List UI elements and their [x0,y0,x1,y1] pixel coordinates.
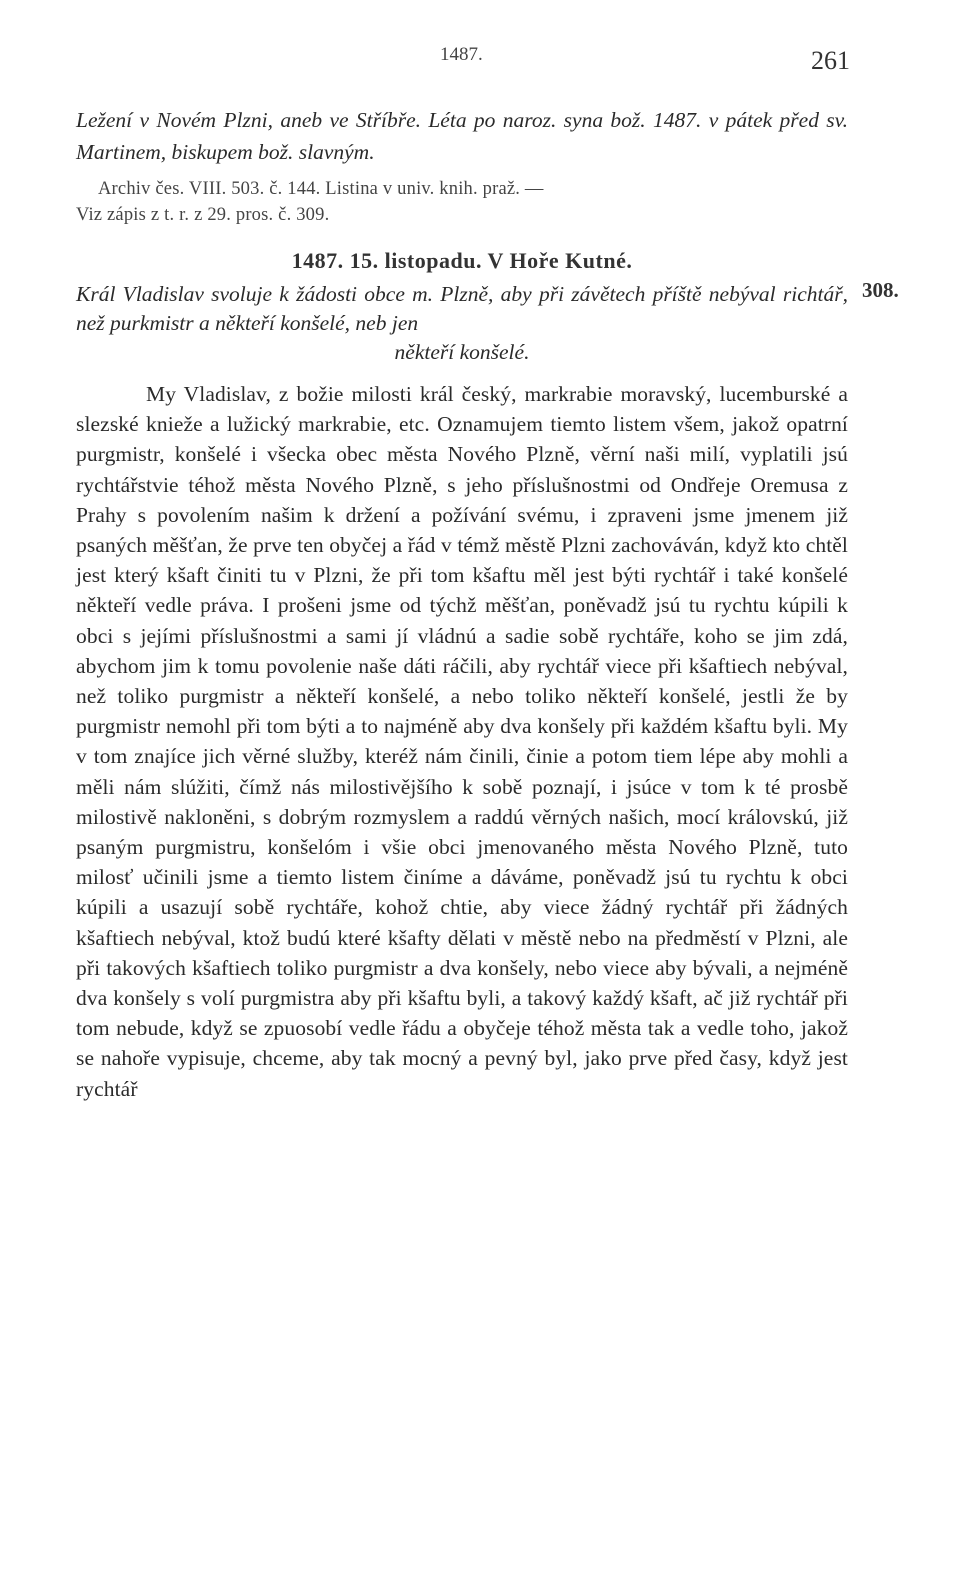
running-head [0,44,960,74]
charter-body: My Vladislav, z božie milosti král český, markrabie moravský, lucemburské a slezské knieže a lužický markrabie, etc. Oznamujem tiemto listem všem, jakož opatrní purgmistr, konšelé i všecka obec města Nového Plzně, věrní naši milí, vyplatili jsú rychtářstvie téhož města Nového Plzně, s jeho příslušnostmi od Ondřeje Oremusa z Prahy s povolením našim k držení a požívání svému, i zpraveni jsme jmenem již psaných měšťan, že prve ten obyčej a řád v témž městě Plzni zachováván, když kto chtěl jest který kšaft činiti tu v Plzni, že při tom kšaftu měl jest býti rychtář i také konšelé někteří vedle práva. I prošeni jsme od týchž měšťan, poněvadž jsú tu rychtu kúpili k obci s jejími příslušnostmi a sami jí vládnú a sadie sobě rychtáře, koho se jim zdá, abychom jim k tomu povolenie naše dáti ráčili, aby rychtář viece při kšaftiech nebýval, než toliko purgmistr a někteří konšelé, a nebo toliko někteří konšelé, jestli že by purgmistr nemohl při tom býti a to najméně aby dva konšely při každém kšaftu byli. My v tom znajíce jich věrné služby, kteréž nám činili, činie a potom tiem lépe aby mohli a měli nám slúžiti, čímž nás milostivějšího k sobě poznají, i jsúce v tom k té prosbě milostivě nakloněni, s dobrým rozmyslem a raddú věrných našich, mocí královskú, již psaným purgmistru, konšelóm i všie obci jmenovaného města Nového Plzně, tuto milosť učinili jsme a tiemto listem činíme a dáváme, poněvadž jsú tu rychtu k obci kúpili a usazují sobě rychtáře, kohož chtie, aby viece žádný rychtář při žádných kšaftiech nebýval, ktož budú které kšafty dělati v městě nebo na předměstí v Plzni, ale při takových kšaftiech toliko purgmistr a dva konšely, nebo viece aby bývali, a nejméně dva konšely s volí purgmistra aby při kšaftu byli, a takový každý kšaft, ač již rychtář při tom nebude, když se zpuosobí vedle řádu a obyčeje téhož města tak a vedle toho, jakož se nahoře vypisuje, chceme, aby tak mocný a pevný byl, jako prve před časy, když jest rychtář [76,382,848,1101]
charter-date-place: 1487. 15. listopadu. V Hoře Kutné. [291,248,633,273]
page-content [76,104,848,1104]
running-head-year: 1487. [440,44,483,65]
source-line-reference: Viz zápis z t. r. z 29. pros. č. 309. [76,205,330,225]
charter-summary-main: Král Vladislav svoluje k žádosti obce m. Plzně, aby při závětech příště nebýval richtář, než purkmistr a někteří konšelé, neb jen [76,282,848,335]
charter-summary [76,280,848,367]
page-number: 261 [811,46,850,75]
entry-title: Ležení v Novém Plzni, aneb ve Stříbře. Léta po naroz. syna bož. 1487. v pátek před sv. Martinem, biskupem bož. slavným. [76,108,848,164]
source-line-archive: Archiv čes. VIII. 503. č. 144. Listina v univ. knih. praž. — [98,179,544,199]
margin-document-number: 308. [862,278,899,302]
charter-summary-last: někteří konšelé. [394,340,530,364]
source-note [76,176,848,228]
